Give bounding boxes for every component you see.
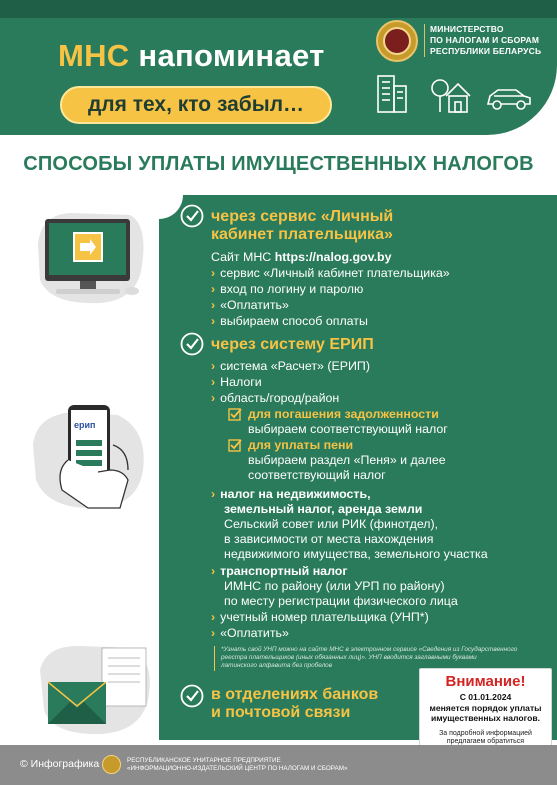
page-title <box>58 38 325 74</box>
attention-heading: Внимание! <box>445 673 526 690</box>
ministry-name <box>424 24 541 57</box>
list-item: › система «Расчет» (ЕРИП) <box>211 359 370 373</box>
realty-text: Сельский совет или РИК (финотдел), <box>224 517 439 531</box>
ministry-line: ПО НАЛОГАМ И СБОРАМ <box>430 35 540 45</box>
unp-footnote: *Узнать свой УНП можно на сайте МНС в электронном сервисе «Сведения из Государственного реестра плательщиков (иных обязанных лиц)». УНП вводится заглавными буквами латинского алфавита без пробелов <box>214 646 517 671</box>
check-box-icon <box>228 407 243 422</box>
phone-hand-icon <box>28 400 153 515</box>
attention-details: За подробной информацией предлагаем обратиться <box>420 730 551 764</box>
list-item: › «Оплатить» <box>211 626 289 640</box>
list-item: › область/город/район <box>211 391 340 405</box>
section1-site: Сайт МНС https://nalog.gov.by <box>211 250 392 264</box>
section3-title: в отделениях банков и почтовой связи <box>211 686 379 721</box>
subtitle-pill: для тех, кто забыл… <box>60 86 332 124</box>
envelope-icon <box>40 640 155 740</box>
title-reminds: напоминает <box>138 38 325 73</box>
header-banner <box>0 0 557 135</box>
house-tree-icon <box>432 80 470 112</box>
list-item: › учетный номер плательщика (УНП*) <box>211 610 429 624</box>
ministry-line: МИНИСТЕРСТВО <box>430 24 504 34</box>
penalty-text: выбираем раздел «Пеня» и далее <box>248 453 446 467</box>
publisher-name: РЕСПУБЛИКАНСКОЕ УНИТАРНОЕ ПРЕДПРИЯТИЕ «ИНФОРМАЦИОННО-ИЗДАТЕЛЬСКИЙ ЦЕНТР ПО НАЛОГАМ И СБОРАМ» <box>127 757 348 772</box>
car-icon <box>488 90 530 109</box>
property-icons <box>376 72 536 114</box>
penalty-title: для уплаты пени <box>248 438 354 452</box>
realty-text: недвижимого имущества, земельного участка <box>224 547 488 561</box>
debt-title: для погашения задолженности <box>248 407 439 421</box>
erip-logo: ерип <box>74 420 96 430</box>
building-icon <box>378 76 406 112</box>
transport-title: › транспортный налог <box>211 564 348 578</box>
ministry-emblem-icon <box>376 20 418 62</box>
section2-title: через систему ЕРИП <box>211 336 374 353</box>
copyright: © Инфографика <box>20 758 100 770</box>
realty-title: › налог на недвижимость, <box>211 487 371 501</box>
header-top-band <box>0 0 557 18</box>
computer-icon <box>30 205 150 315</box>
realty-title: земельный налог, аренда земли <box>224 502 423 516</box>
transport-text: ИМНС по району (или УРП по району) <box>224 579 445 593</box>
list-item: › Налоги <box>211 375 262 389</box>
title-mns: МНС <box>58 38 130 73</box>
transport-text: по месту регистрации физического лица <box>224 594 458 608</box>
footer <box>0 745 557 785</box>
list-item: › выбираем способ оплаты <box>211 314 368 328</box>
list-item: › «Оплатить» <box>211 298 289 312</box>
section1-title: через сервис «Личный кабинет плательщика» <box>211 208 394 243</box>
realty-text: в зависимости от места нахождения <box>224 532 434 546</box>
attention-message: С 01.01.2024 меняется порядок уплаты имущественных налогов. <box>429 692 542 723</box>
penalty-text: соответствующий налог <box>248 468 386 482</box>
publisher-emblem-icon <box>102 755 121 774</box>
check-circle-icon <box>180 204 204 228</box>
list-item: › вход по логину и паролю <box>211 282 364 296</box>
check-circle-icon <box>180 332 204 356</box>
section-heading: СПОСОБЫ УПЛАТЫ ИМУЩЕСТВЕННЫХ НАЛОГОВ <box>23 153 534 175</box>
check-circle-icon <box>180 684 204 708</box>
ministry-line: РЕСПУБЛИКИ БЕЛАРУСЬ <box>430 46 542 56</box>
list-item: › сервис «Личный кабинет плательщика» <box>211 266 450 280</box>
site-link[interactable]: https://nalog.gov.by <box>274 250 392 264</box>
debt-text: выбираем соответствующий налог <box>248 422 448 436</box>
check-box-icon <box>228 438 243 453</box>
